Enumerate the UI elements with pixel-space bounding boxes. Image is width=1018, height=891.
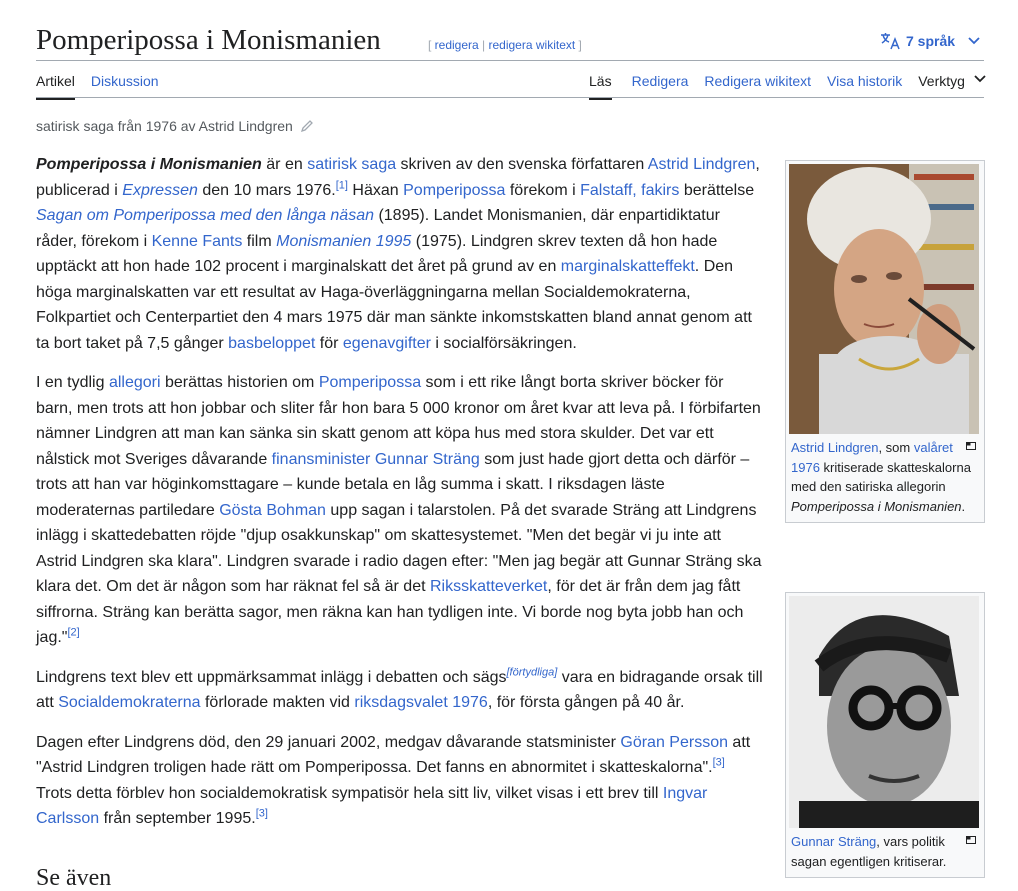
text-run: . Den höga marginalskatten var ett resultat av Haga-överläggningarna mellan Socialdemokraterna, Folkpartiet och Centerpartiet den 4 mars 1975 där man sänkte inkomstskatten bland annat genom att ta bort taket på 7,5 gånger [36,258,752,352]
thumbnail-caption [786,437,984,522]
reference-link[interactable]: [förtydliga] [506,666,558,679]
inline-link[interactable]: Pomperipossa [403,181,506,199]
inline-link[interactable]: Kenne Fants [151,232,243,250]
text-run: , för det är från dem jag fått siffrorna. Sträng kan berätta sagor, men räkna kan han tydligen inte. Vi borde nog byta jobb han och jag." [36,578,744,646]
caption-text [791,440,971,514]
tab-article[interactable]: Artikel [36,72,75,100]
text-run: Trots detta förblev hon socialdemokratisk sympatisör hela sitt liv, vilket visas i ett brev till [36,784,663,802]
inline-link[interactable]: Astrid Lindgren [647,156,756,173]
tab-divider [36,97,984,98]
text-run: . [961,498,966,514]
portrait-illustration [789,596,979,828]
astrid-lindgren-photo[interactable] [789,164,979,434]
text-run: Pomperipossa i Monismanien [791,498,962,514]
inline-link[interactable]: Sagan om Pomperipossa med den långa näsan [36,207,374,224]
inline-link[interactable]: Falstaff, fakirs [580,181,680,199]
inline-link[interactable]: Monismanien 1995 [276,232,412,250]
text-run: kritiserade skatteskalorna med den satiriska allegorin [791,459,971,494]
text-run: Dagen efter Lindgrens död, den 29 januari 2002, medgav dåvarande statsminister [36,733,621,751]
tab-edit[interactable]: Redigera [631,73,689,89]
inline-link[interactable]: marginalskatteffekt [560,258,695,275]
tab-discussion[interactable]: Diskussion [90,73,159,89]
inline-link[interactable]: satirisk saga [307,156,397,173]
short-description [36,118,315,134]
inline-link[interactable]: Socialdemokraterna [58,694,201,711]
inline-link[interactable]: egenavgifter [342,334,431,352]
enlarge-icon[interactable] [966,442,976,450]
text-run: som just hade gjort detta och därför – trots att han var höginkomsttagare – kunde betala en låg summa i skatt. I riksdagen läste moderaternas partiledare [36,450,750,519]
text-run: , som [878,440,914,455]
namespace-tabs [36,72,175,100]
paragraph [36,665,764,716]
text-run: för [315,334,343,352]
translate-icon [880,32,900,50]
inline-link[interactable]: Riksskatteverket [429,578,548,595]
text-run: (1895). Landet Monismanien, där enpartidiktatur råder, förekom i [36,207,720,250]
chevron-down-icon [973,72,987,86]
page-title: Pomperipossa i Monismanien [36,24,381,56]
text-run: från september 1995. [99,810,256,827]
enlarge-icon[interactable] [966,836,976,844]
text-run: Häxan [347,181,404,199]
inline-link[interactable]: basbeloppet [228,334,316,352]
tab-edit-source[interactable]: Redigera wikitext [704,73,812,89]
inline-link[interactable]: Göran Persson [620,733,728,751]
text-run: berättas historien om [160,374,319,391]
chevron-down-icon [967,36,981,46]
paragraph [36,730,764,832]
text-run: berättelse [679,181,755,199]
text-run: film [242,232,277,250]
inline-link[interactable]: finansminister Gunnar Sträng [271,450,480,468]
inline-link[interactable]: valåret 1976 [791,440,953,475]
image-thumbnail [785,592,985,878]
inline-link[interactable]: Gunnar Sträng [791,834,877,849]
text-run: I en tydlig [36,374,109,391]
article-body [36,152,764,846]
paragraph [36,152,764,356]
view-tabs [589,72,987,100]
thumbnail-caption [786,831,984,877]
inline-link[interactable]: Ingvar Carlsson [36,784,708,827]
caption-text [791,834,946,869]
edit-source-link[interactable]: redigera wikitext [488,38,576,52]
language-count: 7 språk [906,33,956,49]
text-run: i socialförsäkringen. [430,334,577,352]
language-button[interactable] [880,32,981,50]
tools-label: Verktyg [918,73,965,89]
inline-link[interactable]: Gösta Bohman [219,501,326,519]
text-run: , för första gången på 40 år. [487,694,685,711]
reference-link[interactable]: [2] [67,626,80,639]
tools-menu[interactable] [918,72,987,100]
paragraph [36,370,764,651]
reference-link[interactable]: [3] [712,756,725,769]
gunnar-strang-photo[interactable] [789,596,979,828]
section-heading: Se även [36,865,112,891]
tab-history[interactable]: Visa historik [827,73,903,89]
text-run: att "Astrid Lindgren troligen hade rätt om Pomperipossa. Det fanns en abnormitet i skatteskalorna". [36,733,751,776]
short-description-text: satirisk saga från 1976 av Astrid Lindgren [36,118,293,134]
text-run: vara en bidragande orsak till att [36,668,763,711]
text-run: förekom i [505,181,581,199]
reference-link[interactable]: [1] [335,179,348,192]
image-thumbnail [785,160,985,523]
inline-link[interactable]: Pomperipossa [318,374,422,391]
portrait-illustration [789,164,979,434]
inline-link[interactable]: allegori [108,374,161,391]
inline-link[interactable]: Astrid Lindgren [791,440,879,455]
text-run: , vars politik sagan egentligen kritiserar. [791,834,947,869]
text-run: Lindgrens text blev ett uppmärksammat inlägg i debatten och sägs [36,668,507,686]
text-run: upp sagan i talarstolen. På det svarade Sträng att Lindgrens inlägg i skattedebatten röjde "djup osakkunskap" om skattesystemet. "Men det begär vi ju inte att Astrid Lindgren ska klara". Lindgren svarade i radio dagen efter: "Men jag begär att Gunnar Sträng ska klara det. Om det är någon som har räknat fel så är det [36,501,762,595]
text-run: den 10 mars 1976. [197,181,336,199]
article-subject: Pomperipossa i Monismanien [36,156,262,173]
inline-link[interactable]: riksdagsvalet 1976 [354,694,488,711]
text-run: skriven av den svenska författaren [396,156,648,173]
edit-links: [ redigera | redigera wikitext ] [428,38,582,52]
text-run: (1975). Lindgren skrev texten då hon hade upptäckt att hon hade 102 procent i marginalskatt det året på grund av en [36,232,718,275]
text-run: är en [261,156,308,173]
edit-link[interactable]: redigera [434,38,479,52]
text-run: , publicerad i [36,156,760,199]
tab-read[interactable]: Läs [589,72,612,100]
text-run: som i ett rike långt borta skriver böcker för barn, men trots att hon jobbar och sliter får hon bara 5 000 kronor om året kvar att leva på. I förbifarten nämner Lindgren att man kan sänka sin skatt genom att köpa hus med stora skulder. Det var ett nålstick mot Sveriges dåvarande [36,374,761,468]
title-divider [36,60,984,61]
text-run: förlorade makten vid [200,694,355,711]
inline-link[interactable]: Expressen [122,181,198,199]
reference-link[interactable]: [3] [255,807,268,820]
pencil-icon[interactable] [299,118,315,134]
